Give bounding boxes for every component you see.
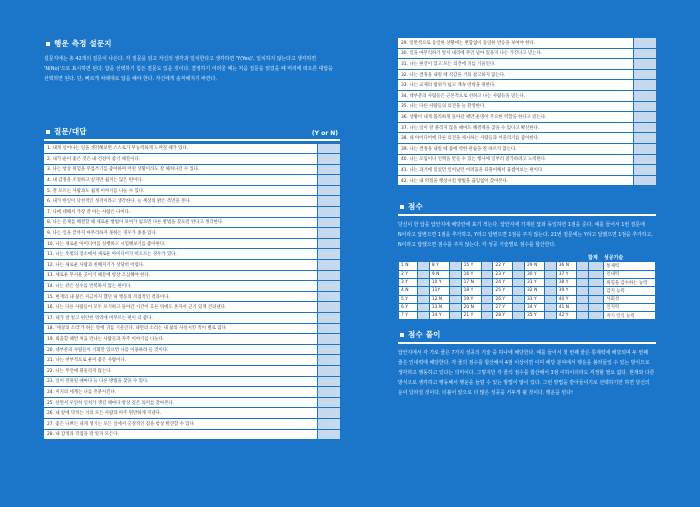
answer-key-cell: 28 Y [493,312,513,320]
answer-key-header-row [399,254,656,262]
score-box[interactable] [513,287,525,295]
answer-key-cell: 16 Y [461,270,481,278]
answer-key-cell: 2 Y [399,270,418,278]
question-text: 9. 나는 일을 끝까지 마무리하지 못하는 경우가 종종 있다. [44,228,318,239]
score-box[interactable] [513,278,525,286]
answer-key-cell: 27 Y [493,303,513,311]
question-text: 30. 일을 마무리하기 앞서 내리에 무언 남아 있을지 나는 가진다고 믿는다. [398,48,634,59]
question-row [44,238,340,249]
score-box[interactable] [449,303,461,311]
score-box[interactable] [418,295,430,303]
question-row [44,249,340,260]
sum-box[interactable] [588,270,604,278]
answer-key-row [399,287,656,295]
score-box[interactable] [449,270,461,278]
score-box[interactable] [576,287,588,295]
question-row [398,59,656,70]
question-row [398,154,656,165]
answer-key-cell: 30 Y [524,270,544,278]
answer-key-cell: 12 N [429,295,449,303]
score-box[interactable] [513,303,525,311]
answer-key-cell: 1 N [399,262,418,270]
measure-section-title [44,38,340,49]
score-box[interactable] [418,287,430,295]
score-box[interactable] [513,312,525,320]
answer-box[interactable] [318,397,341,408]
answer-key-row [399,278,656,286]
sum-box[interactable] [588,312,604,320]
score-box[interactable] [576,295,588,303]
score-box[interactable] [576,312,588,320]
question-row [398,69,656,80]
question-row [398,112,656,123]
answer-key-row [399,295,656,303]
bullet-square-icon [400,333,404,337]
score-box[interactable] [576,262,588,270]
answer-box[interactable] [318,228,341,239]
question-row [44,408,340,419]
question-row [44,144,340,154]
question-text: 14. 나는 같은 실수를 반복하지 않는 편이다. [44,281,318,292]
score-box[interactable] [513,262,525,270]
question-row [44,397,340,408]
answer-box[interactable] [634,154,657,165]
score-box[interactable] [481,262,493,270]
question-text: 38. 내 아이디어에 다른 의견을 제시하는 사람들과 어울리기를 좋아한다. [398,133,634,144]
question-text: 29. 일반적으로 동일한 상황에는 변함없이 동일한 반응을 보여야 한다. [398,38,634,48]
skill-label: 인내력 [604,270,656,278]
answer-key-cell: 37 Y [556,270,576,278]
answer-box[interactable] [634,122,657,133]
question-text: 16. 나는 다른 사람들이 모두 포기하고 돌아간 시간이 흐른 뒤에도 혼자서 근기 있게 견뎌낸다. [44,302,318,313]
answer-key-cell: 22 Y [493,262,513,270]
interpret-paragraph: 답안지에서 각 가로 줄은 7가지 성공의 기술 중 하나에 해당한다. 예를 들어서 첫 번째 줄은 통제력에 해당되며 두 번째 줄은 인내력에 해당한다. 각 줄의 점수를 합산해서 4점 이상이면 이미 해당 분야에서 행운을 불러들일 수 있는 방식으로 생각하고 행동하고 있다는 의미이다. 그렇지만 각 줄의 점수를 합산해서 3점 이하이더라도 걱정할 필요 없다. 현재와 다른 방식으로 생각하고 행동해서 행운을 늘릴 수 있는 방법이 많이 있다. 그런 방법을 받아들이기로 선택하기만 하면 당신의 운이 달라질 것이다. 더불어 앞으로 더 많은 성공을 거두게 될 것이다. 행운을 빈다! [398,349,655,396]
score-title-text: 점수 [408,202,423,212]
question-row [44,387,340,398]
answer-key-cell: 38 Y [556,278,576,286]
question-row [44,429,340,440]
question-row [398,48,656,59]
question-text: 3. 나는 항상 위험을 무릅쓰기를 좋아하며 어떤 상황이라도 잘 헤쳐나갈 수 있다. [44,164,318,175]
answer-box[interactable] [318,429,341,440]
answer-key-row [399,270,656,278]
left-column [44,0,340,440]
answer-key-cell: 15 Y [461,262,481,270]
question-text: 4. 내 감정을 조절하고 싶지만 쉽지는 않은 편이다. [44,175,318,186]
answer-box[interactable] [634,80,657,91]
answer-key-cell: 24 Y [493,278,513,286]
answer-box[interactable] [634,133,657,144]
question-text: 7. 나에 대해서 가장 잘 아는 사람은 나이다. [44,207,318,218]
skill-header: 성공기술 [604,254,656,262]
question-row [44,323,340,334]
question-text: 17. 내가 잘 알고 편안한 영역에 머무르는 편이 더 좋다. [44,313,318,324]
score-box[interactable] [544,270,556,278]
answer-box[interactable] [634,69,657,80]
interpret-title-text: 점수 풀이 [408,330,441,340]
question-row [398,133,656,144]
answer-box[interactable] [318,144,341,154]
answer-box[interactable] [634,48,657,59]
question-text: 34. 대부분의 사람들은 근본적으로 선하고 나는 사람들을 믿는다. [398,90,634,101]
question-text: 35. 나는 다른 사람들의 의견을 늘 환영한다. [398,101,634,112]
answer-key-cell: 31 Y [524,278,544,286]
answer-key-table [398,254,656,321]
score-box[interactable] [544,312,556,320]
question-text: 18. '세상의 소리'가 하는 말에 귀를 기울인다. 내면의 소리는 내 삶의 사실시킨 적이 별로 없다. [44,323,318,334]
answer-box[interactable] [318,270,341,281]
question-row [44,365,340,376]
score-box[interactable] [576,270,588,278]
answer-box[interactable] [634,38,657,48]
question-row [44,281,340,292]
answer-box[interactable] [318,217,341,228]
answer-key-cell: 35 Y [524,312,544,320]
answer-key-cell: 13 N [429,303,449,311]
questions-section-title [44,126,87,137]
measure-title-text: 행운 측정 설문지 [54,39,112,48]
answer-key-cell: 18 Y [461,287,481,295]
answer-key-cell: 34 Y [524,303,544,311]
question-text: 11. 나는 뜻밖의 장소에서 새로운 아이디어가 떠오르는 경우가 있다. [44,249,318,260]
bullet-square-icon [46,42,50,46]
sum-box[interactable] [588,303,604,311]
answer-key-cell: 32 N [524,287,544,295]
question-text: 21. 나는 천부적으로 운이 좋은 사람이다. [44,355,318,366]
answer-key-cell: 29 N [524,262,544,270]
score-box[interactable] [418,312,430,320]
question-row [398,38,656,48]
sum-box[interactable] [588,295,604,303]
question-text: 37. 나는 일이 잘 풀리지 않을 때마도 해결책을 찾을 수 있다고 확신한다. [398,122,634,133]
answer-box[interactable] [318,291,341,302]
answer-box[interactable] [634,101,657,112]
question-row [44,376,340,387]
question-row [44,313,340,324]
bullet-square-icon [46,130,50,134]
score-box[interactable] [481,303,493,311]
answer-key-cell: 39 Y [556,287,576,295]
score-section-title [398,201,656,212]
score-box[interactable] [513,270,525,278]
score-box[interactable] [576,278,588,286]
answer-key-cell: 23 Y [493,270,513,278]
question-row [44,175,340,186]
answer-box[interactable] [634,112,657,123]
answer-key-row [399,262,656,270]
score-box[interactable] [481,287,493,295]
answer-key-cell: 10 Y [429,278,449,286]
sum-box[interactable] [588,262,604,270]
sum-box[interactable] [588,287,604,295]
answer-box[interactable] [318,175,341,186]
skill-label: 인지력 [604,303,656,311]
answer-box[interactable] [318,185,341,196]
skill-label: 감지 능력 [604,287,656,295]
measure-paragraph: 설문지에는 총 42개의 질문이 나온다. 각 질문을 읽고 자신의 생각과 일치한다고 생각하면 'Y(Yes)', 일치하지 않는다고 생각하면 'N(No)'으로 표시하면 된다. 답을 선택하기 힘든 질문도 있을 것이다. 결정하기 어려울 때는 처음 질문을 읽었을 때 머리에 떠오른 대답을 선택하면 된다. 단, 빠르게 차례대로 답을 해야 한다. 자신에게 솔직해지기 바란다. [44,56,333,82]
question-text: 25. 살면서 우연히 일치가 생길 때마다 항상 깊은 의미를 찾아본다. [44,397,318,408]
question-row [398,80,656,91]
question-row [398,90,656,101]
skill-label: 사회성 [604,295,656,303]
questions-header [44,126,340,137]
right-column [398,0,656,398]
answer-box[interactable] [318,387,341,398]
question-text: 26. 내 앞에 닥치는 거의 모든 사람과 아주 원만하게 지낸다. [44,408,318,419]
score-box[interactable] [449,312,461,320]
question-text: 5. 잘 모르는 사람과도 쉽게 이야기를 나눌 수 있다. [44,185,318,196]
answer-box[interactable] [318,154,341,165]
question-row [398,122,656,133]
question-text: 6. 내가 한일이 낙천적인 성격이라고 생각한다. 늘 세상의 밝은 측면을 본다. [44,196,318,207]
answer-key-cell: 42 Y [556,312,576,320]
question-text: 24. 미지의 세계는 나를 흥분시킨다. [44,387,318,398]
question-row [44,302,340,313]
answer-key-cell: 4 N [399,287,418,295]
score-paragraph: 당신이 한 답을 답안지에 해당란에 표기 적는다. 답안지에 기재된 답과 동일하면 1점을 준다. 예를 들어서 1번 질문에 N이라고 답변으면 1점을 추가하고, Y라고 답변으면 1점을 주지 않는다. 21번 질문에는 Y라고 답했으면 1점을 추가하고, N이라고 답했으면 점수를 주지 않는다. 각 성공 기술별로 점수를 합산한다. [398,221,653,248]
score-box[interactable] [418,278,430,286]
answer-box[interactable] [634,175,657,186]
sum-header: 합계 [588,254,604,262]
question-row [44,270,340,281]
score-box[interactable] [449,287,461,295]
question-text: 8. 나는 문제를 해결할 때 새로운 방법이 보여가 없으면 다른 방법을 찾으면 된다고 생각한다. [44,217,318,228]
question-text: 10. 나는 새로운 아이디어를 실행하고 시험해보기를 좋아한다. [44,238,318,249]
answer-key-cell: 8 Y [429,262,449,270]
answer-key-cell: 33 Y [524,295,544,303]
answer-key-cell: 6 Y [399,303,418,311]
answer-key-cell: 5 Y [399,295,418,303]
blank-header [399,254,589,262]
question-text: 32. 나는 결정을 내릴 때 직감을 거의 참고하지 않는다. [398,69,634,80]
question-row [44,207,340,218]
answer-key-cell: 9 N [429,270,449,278]
answer-box[interactable] [318,207,341,218]
score-box[interactable] [481,312,493,320]
question-row [44,217,340,228]
skill-label: 통제력 [604,262,656,270]
question-row [398,143,656,154]
answer-box[interactable] [318,260,341,271]
question-row [44,344,340,355]
answer-key-cell: 41 N [556,303,576,311]
question-row [44,154,340,165]
question-row [44,164,340,175]
question-text: 15. 현재의 내 삶은 지금까지 했던 내 행동의 직접적인 결과이다. [44,291,318,302]
answer-box[interactable] [318,323,341,334]
question-row [398,175,656,186]
score-box[interactable] [418,303,430,311]
question-text: 23. 일이 잘풀릴 때마다 늘 다른 방법을 찾을 수 있다. [44,376,318,387]
question-row [44,260,340,271]
yorn-label: (Y or N) [311,130,338,137]
answer-key-cell: 26 Y [493,295,513,303]
score-box[interactable] [449,262,461,270]
answer-box[interactable] [318,249,341,260]
score-box[interactable] [544,303,556,311]
section-divider [398,342,656,344]
interpret-section-title [398,329,656,340]
answer-key-cell: 19 Y [461,295,481,303]
question-row [398,101,656,112]
skill-label: 위험을 감수하는 능력 [604,278,656,286]
question-row [44,196,340,207]
question-text: 41. 나는 과거에 있었던 일어났던 어려움을 되풀이해서 곱씹어보는 편이다. [398,165,634,176]
answer-box[interactable] [634,143,657,154]
question-text: 19. 외출할 때면 처음 만나는 사람들과 자주 이야기를 나눈다. [44,334,318,345]
questions-title-text: 질문/대답 [54,127,87,136]
score-box[interactable] [576,303,588,311]
question-text: 27. 좋은 나쁘든 내게 생기는 모든 일에서 긍정적인 점을 항상 발견할 수 있다. [44,418,318,429]
score-box[interactable] [544,295,556,303]
question-text: 39. 나는 결정을 내릴 때 좋에 약한 관습을 잘 따르지 않는다. [398,143,634,154]
answer-key-cell: 36 N [556,262,576,270]
answer-box[interactable] [318,355,341,366]
question-row [44,334,340,345]
answer-box[interactable] [634,90,657,101]
question-text: 20. 대부분의 사람들이 기회만 있으면 나를 이용하려 들 것이다. [44,344,318,355]
question-text: 40. 나는 모임이나 인맥을 만들 수 있는 행사에 일부러 참가하려고 노력한다. [398,154,634,165]
question-text: 42. 나는 내 약점을 행상시킬 방법을 끊임없이 찾아본다. [398,175,634,186]
question-text: 36. 상황이 내게 불리하게 돌아갈 때만 운명이 주요한 역할을 한다고 믿는다. [398,112,634,123]
question-text: 33. 나는 교제의 범위가 넓고 계속 연락을 취한다. [398,80,634,91]
answer-key-cell: 40 Y [556,295,576,303]
answer-box[interactable] [318,408,341,419]
skill-label: 자기 인식 능력 [604,312,656,320]
score-box[interactable] [513,295,525,303]
answer-key-cell: 21 Y [461,312,481,320]
question-text: 13. 새로운 무서운 곳이기 때문에 항상 조심해야 한다. [44,270,318,281]
section-divider [398,214,656,216]
question-row [44,291,340,302]
score-box[interactable] [481,278,493,286]
score-box[interactable] [418,262,430,270]
answer-box[interactable] [318,302,341,313]
answer-key-row [399,312,656,320]
section-divider [44,139,340,141]
question-text: 2. 내가 운이 좋은 것은 내 건강이 좋기 때문이다. [44,154,318,165]
score-box[interactable] [449,278,461,286]
answer-box[interactable] [634,165,657,176]
answer-box[interactable] [318,164,341,175]
answer-key-cell: 11Y [429,287,449,295]
score-box[interactable] [449,295,461,303]
answer-key-cell: 3 Y [399,278,418,286]
score-box[interactable] [544,262,556,270]
question-row [44,228,340,239]
answer-key-row [399,303,656,311]
answer-box[interactable] [634,59,657,70]
answer-box[interactable] [318,196,341,207]
sum-box[interactable] [588,278,604,286]
answer-key-cell: 7 Y [399,312,418,320]
answer-box[interactable] [318,238,341,249]
question-text: 12. 나는 새로운 사람과 친해지기가 상당히 어렵다. [44,260,318,271]
score-box[interactable] [544,278,556,286]
answer-box[interactable] [318,313,341,324]
score-box[interactable] [481,295,493,303]
question-text: 22. 나는 무언에 휘둘리지 않는다. [44,365,318,376]
answer-box[interactable] [318,344,341,355]
question-row [44,185,340,196]
answer-key-cell: 25 Y [493,287,513,295]
answer-key-cell: 20 N [461,303,481,311]
score-box[interactable] [544,287,556,295]
score-box[interactable] [418,270,430,278]
questions-table-left [44,144,340,441]
answer-box[interactable] [318,281,341,292]
question-text: 31. 나는 편견이 있고 모든 의견에 귀를 기울인다. [398,59,634,70]
answer-box[interactable] [318,365,341,376]
answer-box[interactable] [318,376,341,387]
bullet-square-icon [400,205,404,209]
question-row [44,418,340,429]
score-box[interactable] [481,270,493,278]
answer-key-cell: 14 Y [429,312,449,320]
question-row [44,355,340,366]
questions-table-right [398,38,656,186]
question-row [398,165,656,176]
answer-key-cell: 17 N [461,278,481,286]
question-text: 1. 내게 일어나는 일을 생각해보면 스스로가 무능력하게 느껴질 때가 있다. [44,144,318,154]
answer-box[interactable] [318,418,341,429]
answer-box[interactable] [318,334,341,345]
question-text: 28. 내 감정과 직업을 잘 알지 모든다. [44,429,318,440]
